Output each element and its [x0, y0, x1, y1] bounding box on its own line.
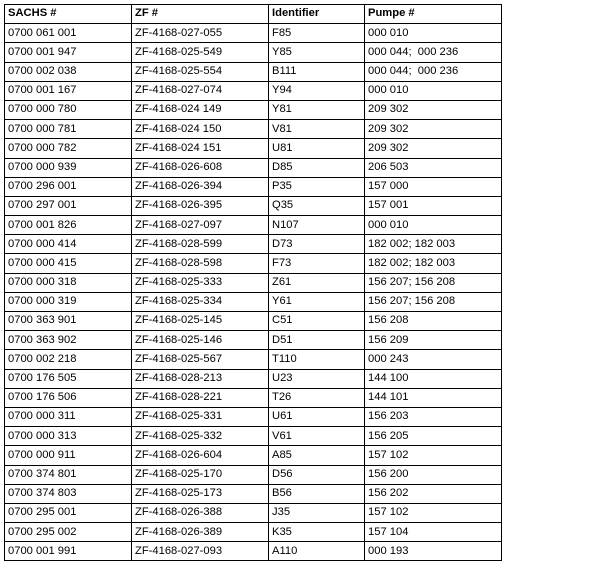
cell-identifier: Y81: [269, 100, 365, 119]
cell-sachs: 0700 176 506: [5, 388, 132, 407]
table-row: [5, 542, 502, 561]
cell-sachs: 0700 000 414: [5, 235, 132, 254]
cell-identifier: C51: [269, 312, 365, 331]
cell-pumpe: 157 001: [365, 196, 502, 215]
cell-sachs: 0700 000 780: [5, 100, 132, 119]
cell-zf: ZF-4168-026-389: [132, 523, 269, 542]
table-row: [5, 100, 502, 119]
cell-pumpe: 157 102: [365, 446, 502, 465]
cell-identifier: Z61: [269, 273, 365, 292]
cell-sachs: 0700 001 991: [5, 542, 132, 561]
cell-sachs: 0700 295 001: [5, 503, 132, 522]
cell-zf: ZF-4168-027-097: [132, 216, 269, 235]
cell-pumpe: 000 044; 000 236: [365, 62, 502, 81]
table-row: [5, 331, 502, 350]
cell-identifier: D51: [269, 331, 365, 350]
cell-identifier: D73: [269, 235, 365, 254]
table-row: [5, 62, 502, 81]
table-row: [5, 81, 502, 100]
cell-identifier: K35: [269, 523, 365, 542]
cell-zf: ZF-4168-025-173: [132, 484, 269, 503]
cell-pumpe: 000 193: [365, 542, 502, 561]
cell-pumpe: 182 002; 182 003: [365, 235, 502, 254]
cell-pumpe: 157 104: [365, 523, 502, 542]
cell-zf: ZF-4168-024 151: [132, 139, 269, 158]
cell-pumpe: 156 208: [365, 312, 502, 331]
cell-zf: ZF-4168-028-213: [132, 369, 269, 388]
cell-sachs: 0700 000 782: [5, 139, 132, 158]
cell-pumpe: 156 205: [365, 427, 502, 446]
parts-cross-reference-table: [4, 4, 502, 561]
header-zf: ZF #: [132, 5, 269, 24]
cell-identifier: D85: [269, 158, 365, 177]
table-body: [5, 24, 502, 561]
cell-identifier: A85: [269, 446, 365, 465]
table-row: [5, 503, 502, 522]
cell-pumpe: 209 302: [365, 100, 502, 119]
table-row: [5, 427, 502, 446]
table-row: [5, 120, 502, 139]
cell-zf: ZF-4168-025-567: [132, 350, 269, 369]
cell-zf: ZF-4168-024 149: [132, 100, 269, 119]
cell-identifier: T26: [269, 388, 365, 407]
cell-sachs: 0700 001 167: [5, 81, 132, 100]
cell-identifier: B111: [269, 62, 365, 81]
cell-sachs: 0700 000 911: [5, 446, 132, 465]
table-row: [5, 446, 502, 465]
cell-pumpe: 000 010: [365, 216, 502, 235]
cell-identifier: P35: [269, 177, 365, 196]
cell-pumpe: 000 243: [365, 350, 502, 369]
cell-zf: ZF-4168-028-599: [132, 235, 269, 254]
cell-zf: ZF-4168-025-170: [132, 465, 269, 484]
table-row: [5, 254, 502, 273]
cell-identifier: N107: [269, 216, 365, 235]
cell-sachs: 0700 061 001: [5, 24, 132, 43]
cell-sachs: 0700 000 939: [5, 158, 132, 177]
table-row: [5, 196, 502, 215]
cell-sachs: 0700 000 313: [5, 427, 132, 446]
cell-sachs: 0700 374 801: [5, 465, 132, 484]
cell-identifier: U81: [269, 139, 365, 158]
cell-identifier: Y85: [269, 43, 365, 62]
cell-identifier: D56: [269, 465, 365, 484]
cell-pumpe: 000 010: [365, 24, 502, 43]
cell-zf: ZF-4168-025-331: [132, 407, 269, 426]
cell-zf: ZF-4168-025-554: [132, 62, 269, 81]
cell-identifier: U23: [269, 369, 365, 388]
cell-pumpe: 182 002; 182 003: [365, 254, 502, 273]
table-row: [5, 216, 502, 235]
cell-sachs: 0700 001 947: [5, 43, 132, 62]
cell-identifier: A110: [269, 542, 365, 561]
cell-zf: ZF-4168-026-604: [132, 446, 269, 465]
cell-pumpe: 156 207; 156 208: [365, 292, 502, 311]
cell-sachs: 0700 000 311: [5, 407, 132, 426]
cell-zf: ZF-4168-027-074: [132, 81, 269, 100]
cell-identifier: J35: [269, 503, 365, 522]
cell-zf: ZF-4168-025-549: [132, 43, 269, 62]
header-pumpe: Pumpe #: [365, 5, 502, 24]
cell-sachs: 0700 296 001: [5, 177, 132, 196]
table-row: [5, 484, 502, 503]
table-row: [5, 24, 502, 43]
cell-zf: ZF-4168-025-146: [132, 331, 269, 350]
cell-sachs: 0700 363 901: [5, 312, 132, 331]
cell-sachs: 0700 000 415: [5, 254, 132, 273]
cell-pumpe: 209 302: [365, 139, 502, 158]
cell-zf: ZF-4168-026-394: [132, 177, 269, 196]
cell-zf: ZF-4168-025-145: [132, 312, 269, 331]
cell-sachs: 0700 295 002: [5, 523, 132, 542]
cell-pumpe: 156 209: [365, 331, 502, 350]
cell-zf: ZF-4168-026-608: [132, 158, 269, 177]
cell-zf: ZF-4168-025-334: [132, 292, 269, 311]
table-row: [5, 523, 502, 542]
table-row: [5, 177, 502, 196]
cell-identifier: T110: [269, 350, 365, 369]
cell-pumpe: 157 000: [365, 177, 502, 196]
cell-zf: ZF-4168-027-055: [132, 24, 269, 43]
cell-sachs: 0700 363 902: [5, 331, 132, 350]
cell-pumpe: 156 200: [365, 465, 502, 484]
cell-zf: ZF-4168-028-221: [132, 388, 269, 407]
cell-identifier: Q35: [269, 196, 365, 215]
cell-zf: ZF-4168-025-333: [132, 273, 269, 292]
cell-pumpe: 156 203: [365, 407, 502, 426]
cell-sachs: 0700 002 218: [5, 350, 132, 369]
cell-zf: ZF-4168-026-388: [132, 503, 269, 522]
table-row: [5, 235, 502, 254]
cell-identifier: V81: [269, 120, 365, 139]
cell-sachs: 0700 000 781: [5, 120, 132, 139]
cell-sachs: 0700 000 319: [5, 292, 132, 311]
cell-pumpe: 209 302: [365, 120, 502, 139]
cell-zf: ZF-4168-028-598: [132, 254, 269, 273]
cell-identifier: V61: [269, 427, 365, 446]
cell-pumpe: 156 202: [365, 484, 502, 503]
cell-sachs: 0700 297 001: [5, 196, 132, 215]
cell-sachs: 0700 000 318: [5, 273, 132, 292]
table-row: [5, 43, 502, 62]
cell-pumpe: 144 101: [365, 388, 502, 407]
table-row: [5, 388, 502, 407]
cell-sachs: 0700 374 803: [5, 484, 132, 503]
cell-zf: ZF-4168-024 150: [132, 120, 269, 139]
cell-sachs: 0700 176 505: [5, 369, 132, 388]
cell-pumpe: 157 102: [365, 503, 502, 522]
cell-pumpe: 156 207; 156 208: [365, 273, 502, 292]
header-identifier: Identifier: [269, 5, 365, 24]
cell-sachs: 0700 001 826: [5, 216, 132, 235]
table-row: [5, 407, 502, 426]
cell-pumpe: 000 010: [365, 81, 502, 100]
cell-zf: ZF-4168-025-332: [132, 427, 269, 446]
table-header: [5, 5, 502, 24]
table-row: [5, 292, 502, 311]
cell-identifier: B56: [269, 484, 365, 503]
header-sachs: SACHS #: [5, 5, 132, 24]
cell-sachs: 0700 002 038: [5, 62, 132, 81]
cell-identifier: U61: [269, 407, 365, 426]
cell-pumpe: 000 044; 000 236: [365, 43, 502, 62]
table-row: [5, 158, 502, 177]
table-row: [5, 465, 502, 484]
cell-identifier: F85: [269, 24, 365, 43]
cell-zf: ZF-4168-026-395: [132, 196, 269, 215]
cell-pumpe: 144 100: [365, 369, 502, 388]
table-row: [5, 139, 502, 158]
cell-identifier: Y61: [269, 292, 365, 311]
table-row: [5, 312, 502, 331]
table-row: [5, 369, 502, 388]
cell-zf: ZF-4168-027-093: [132, 542, 269, 561]
table-row: [5, 350, 502, 369]
table-row: [5, 273, 502, 292]
cell-identifier: Y94: [269, 81, 365, 100]
cell-pumpe: 206 503: [365, 158, 502, 177]
header-row: [5, 5, 502, 24]
cell-identifier: F73: [269, 254, 365, 273]
